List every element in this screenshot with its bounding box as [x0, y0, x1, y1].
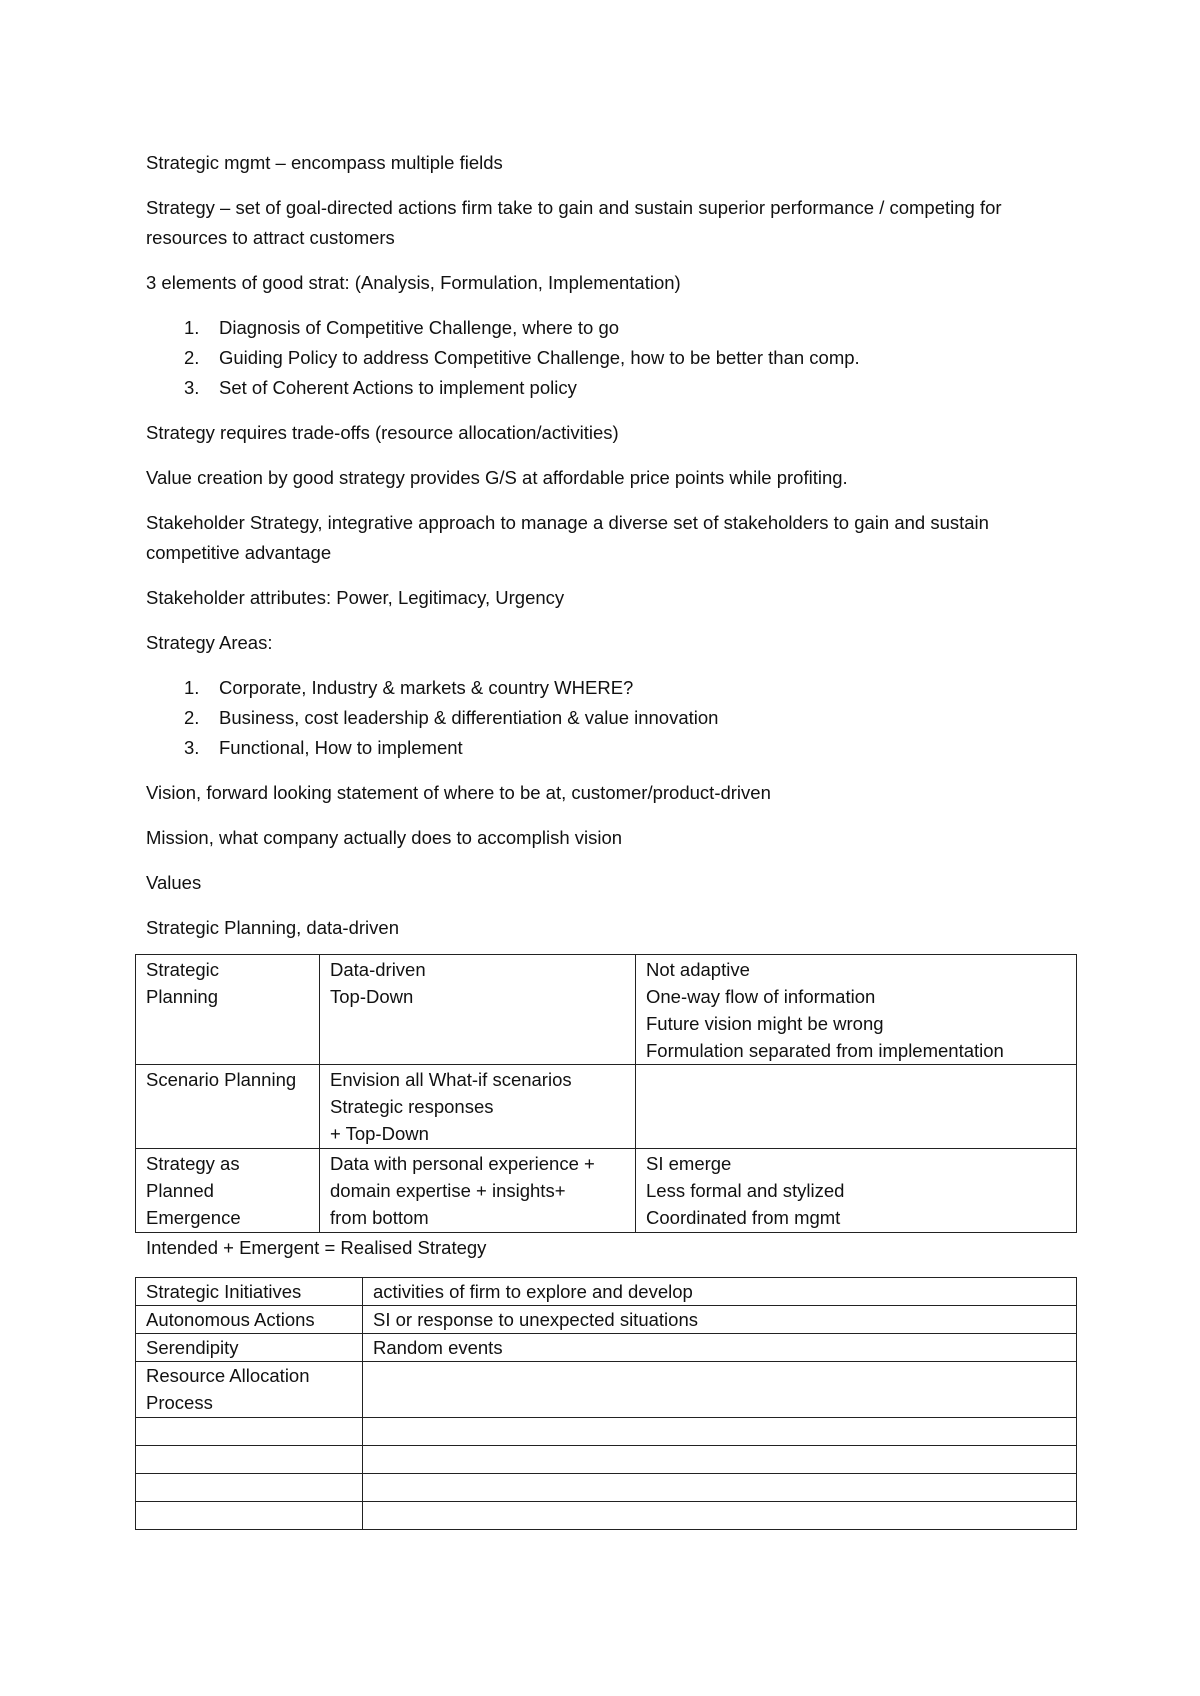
- planning-approaches-table: [135, 954, 1077, 1233]
- cell-line: + Top-Down: [330, 1123, 429, 1144]
- cell-line: from bottom: [330, 1207, 429, 1228]
- table-cell: [136, 1306, 363, 1334]
- cell-line: Random events: [373, 1337, 503, 1358]
- table-cell: [136, 1474, 363, 1502]
- list-item: [146, 733, 1076, 763]
- cell-line: activities of firm to explore and develop: [373, 1281, 693, 1302]
- table-cell: [136, 1502, 363, 1530]
- table-cell: [136, 1065, 320, 1149]
- table-cell: [363, 1502, 1077, 1530]
- list-text: Corporate, Industry & markets & country WHERE?: [219, 677, 634, 698]
- cell-line: SI or response to unexpected situations: [373, 1309, 698, 1330]
- cell-line: One-way flow of information: [646, 986, 876, 1007]
- table-cell: [636, 1065, 1077, 1149]
- list-text: Diagnosis of Competitive Challenge, where to go: [219, 317, 620, 338]
- paragraph-value-creation: Value creation by good strategy provides G/S at affordable price points while profiting.: [146, 467, 848, 488]
- document-body: [146, 148, 1076, 1530]
- table-cell: [136, 1334, 363, 1362]
- table-cell: [136, 1278, 363, 1306]
- paragraph-stakeholder-strategy: Stakeholder Strategy, integrative approach to manage a diverse set of stakeholders to gain and sustain competitive advantage: [146, 512, 995, 563]
- cell-line: Top-Down: [330, 986, 414, 1007]
- paragraph-three-elements: 3 elements of good strat: (Analysis, Formulation, Implementation): [146, 272, 681, 293]
- table-cell: [363, 1334, 1077, 1362]
- table-cell: [363, 1278, 1077, 1306]
- table-cell: [136, 955, 320, 1065]
- list-item: [146, 313, 1076, 343]
- paragraph-strategic-planning: Strategic Planning, data-driven: [146, 917, 399, 938]
- cell-line: Future vision might be wrong: [646, 1013, 884, 1034]
- table-cell: [636, 955, 1077, 1065]
- paragraph-vision: Vision, forward looking statement of where to be at, customer/product-driven: [146, 782, 771, 803]
- table-cell: [320, 955, 636, 1065]
- list-number: 3.: [184, 737, 200, 758]
- cell-line: Strategy as: [146, 1153, 240, 1174]
- table-row: [136, 1474, 1077, 1502]
- cell-line: Formulation separated from implementation: [646, 1040, 1004, 1061]
- cell-line: Autonomous Actions: [146, 1309, 315, 1330]
- emergent-strategy-table: [135, 1277, 1077, 1530]
- cell-line: Scenario Planning: [146, 1069, 297, 1090]
- table-cell: [320, 1065, 636, 1149]
- list-item: [146, 703, 1076, 733]
- paragraph-realised-strategy: Intended + Emergent = Realised Strategy: [146, 1237, 487, 1258]
- list-text: Set of Coherent Actions to implement policy: [219, 377, 577, 398]
- table-row: [136, 1446, 1077, 1474]
- cell-line: Data-driven: [330, 959, 426, 980]
- paragraph-strategy-definition: Strategy – set of goal-directed actions firm take to gain and sustain superior performance / competing for resources to attract customers: [146, 197, 1007, 248]
- table-cell: [320, 1149, 636, 1233]
- paragraph-strategy-areas: Strategy Areas:: [146, 632, 273, 653]
- cell-line: Strategic: [146, 959, 220, 980]
- table-cell: [136, 1418, 363, 1446]
- table-row: [136, 1306, 1077, 1334]
- list-text: Functional, How to implement: [219, 737, 463, 758]
- cell-line: Serendipity: [146, 1337, 239, 1358]
- table-row: [136, 1362, 1077, 1418]
- cell-line: Less formal and stylized: [646, 1180, 845, 1201]
- cell-line: domain expertise + insights+: [330, 1180, 566, 1201]
- cell-line: Not adaptive: [646, 959, 750, 980]
- table-row: [136, 1502, 1077, 1530]
- cell-line: Emergence: [146, 1207, 241, 1228]
- table-cell: [363, 1474, 1077, 1502]
- table-row: [136, 1149, 1077, 1233]
- list-good-strategy-elements: [146, 313, 1076, 403]
- table-cell: [636, 1149, 1077, 1233]
- list-item: [146, 343, 1076, 373]
- table-cell: [136, 1149, 320, 1233]
- cell-line: Coordinated from mgmt: [646, 1207, 841, 1228]
- table-row: [136, 1418, 1077, 1446]
- table-cell: [136, 1362, 363, 1418]
- table-cell: [363, 1446, 1077, 1474]
- list-number: 2.: [184, 347, 200, 368]
- list-strategy-areas: [146, 673, 1076, 763]
- cell-line: Planned: [146, 1180, 214, 1201]
- list-number: 3.: [184, 377, 200, 398]
- table-cell: [136, 1446, 363, 1474]
- paragraph-trade-offs: Strategy requires trade-offs (resource allocation/activities): [146, 422, 619, 443]
- cell-line: Data with personal experience +: [330, 1153, 595, 1174]
- cell-line: Strategic Initiatives: [146, 1281, 302, 1302]
- table-row: [136, 1065, 1077, 1149]
- table-row: [136, 1334, 1077, 1362]
- list-text: Guiding Policy to address Competitive Challenge, how to be better than comp.: [219, 347, 860, 368]
- cell-line: Envision all What-if scenarios: [330, 1069, 572, 1090]
- list-text: Business, cost leadership & differentiation & value innovation: [219, 707, 719, 728]
- cell-line: SI emerge: [646, 1153, 732, 1174]
- table-row: [136, 955, 1077, 1065]
- table-cell: [363, 1306, 1077, 1334]
- cell-line: Planning: [146, 986, 219, 1007]
- cell-line: Process: [146, 1392, 213, 1413]
- table-cell: [363, 1418, 1077, 1446]
- table-cell: [363, 1362, 1077, 1418]
- list-number: 2.: [184, 707, 200, 728]
- list-item: [146, 673, 1076, 703]
- paragraph-stakeholder-attributes: Stakeholder attributes: Power, Legitimacy, Urgency: [146, 587, 565, 608]
- paragraph-mission: Mission, what company actually does to accomplish vision: [146, 827, 623, 848]
- table-row: [136, 1278, 1077, 1306]
- list-number: 1.: [184, 317, 200, 338]
- cell-line: Resource Allocation: [146, 1365, 310, 1386]
- paragraph-strategic-mgmt: Strategic mgmt – encompass multiple fields: [146, 152, 503, 173]
- list-number: 1.: [184, 677, 200, 698]
- list-item: [146, 373, 1076, 403]
- cell-line: Strategic responses: [330, 1096, 494, 1117]
- paragraph-values: Values: [146, 872, 202, 893]
